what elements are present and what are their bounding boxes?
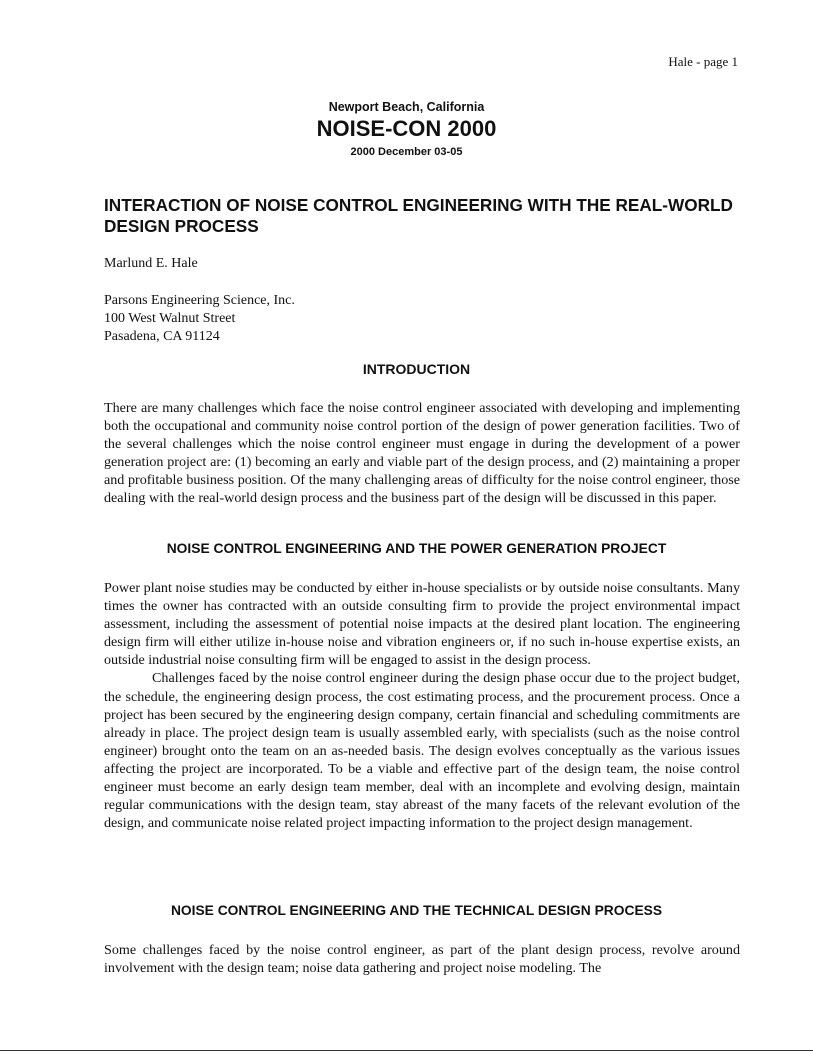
conference-date: 2000 December 03-05 bbox=[350, 146, 463, 158]
power-generation-paragraph-2: Challenges faced by the noise control engineer during the design phase occur due to the project budget, the schedule, the engineering design process, the cost estimating process, and the procurement process. Once a project has been secured by the engineering design company, certain financial and scheduling commitments are already in place. The project design team is usually assembled early, with specialists (such as the noise control engineer) brought onto the team on an as-needed basis. The design evolves conceptually as the various issues affecting the project are incorporated. To be a viable and effective part of the design team, the noise control engineer must become an early design team member, deal with an incomplete and evolving design, maintain regular communications with the design team, stay abreast of the many facets of the relevant evolution of the design, and communicate noise related project impacting information to the project design management. bbox=[104, 670, 740, 832]
section-heading-technical-design: NOISE CONTROL ENGINEERING AND THE TECHNICAL DESIGN PROCESS bbox=[170, 903, 663, 918]
power-generation-body bbox=[104, 579, 740, 832]
power-generation-paragraph-1: Power plant noise studies may be conducted by either in-house specialists or by outside noise consultants. Many times the owner has contracted with an outside consulting firm to provide the project environmental impact assessment, including the assessment of potential noise impacts at the desired plant location. The engineering design firm will either utilize in-house noise and vibration engineers or, if no such in-house expertise exists, an outside industrial noise consulting firm will be engaged to assist in the design process. bbox=[104, 580, 740, 669]
section-heading-power-generation: NOISE CONTROL ENGINEERING AND THE POWER GENERATION PROJECT bbox=[166, 541, 667, 556]
affiliation-street: 100 West Walnut Street bbox=[104, 311, 236, 326]
technical-design-paragraph: Some challenges faced by the noise control engineer, as part of the plant design process, revolve around involvement with the design team; noise data gathering and project noise modeling. The bbox=[104, 942, 740, 977]
affiliation bbox=[104, 292, 295, 346]
paper-title: INTERACTION OF NOISE CONTROL ENGINEERING WITH THE REAL-WORLD DESIGN PROCESS bbox=[104, 195, 733, 236]
page-bottom-rule bbox=[0, 1050, 813, 1051]
section-heading-introduction: INTRODUCTION bbox=[362, 361, 471, 377]
conference-location: Newport Beach, California bbox=[328, 100, 485, 114]
introduction-paragraph: There are many challenges which face the noise control engineer associated with developing and implementing both the occupational and community noise control portion of the design of power generation facilities. Two of the several challenges which the noise control engineer must engage in during the development of a power generation project are: (1) becoming an early and viable part of the design process, and (2) maintaining a proper and profitable business position. Of the many challenging areas of difficulty for the noise control engineer, those dealing with the real-world design process and the business part of the design will be discussed in this paper. bbox=[104, 400, 740, 507]
author-name: Marlund E. Hale bbox=[104, 256, 198, 271]
affiliation-org: Parsons Engineering Science, Inc. bbox=[104, 293, 295, 308]
affiliation-city: Pasadena, CA 91124 bbox=[104, 329, 220, 344]
conference-name: NOISE-CON 2000 bbox=[316, 116, 497, 141]
page-header: Hale - page 1 bbox=[668, 54, 738, 69]
